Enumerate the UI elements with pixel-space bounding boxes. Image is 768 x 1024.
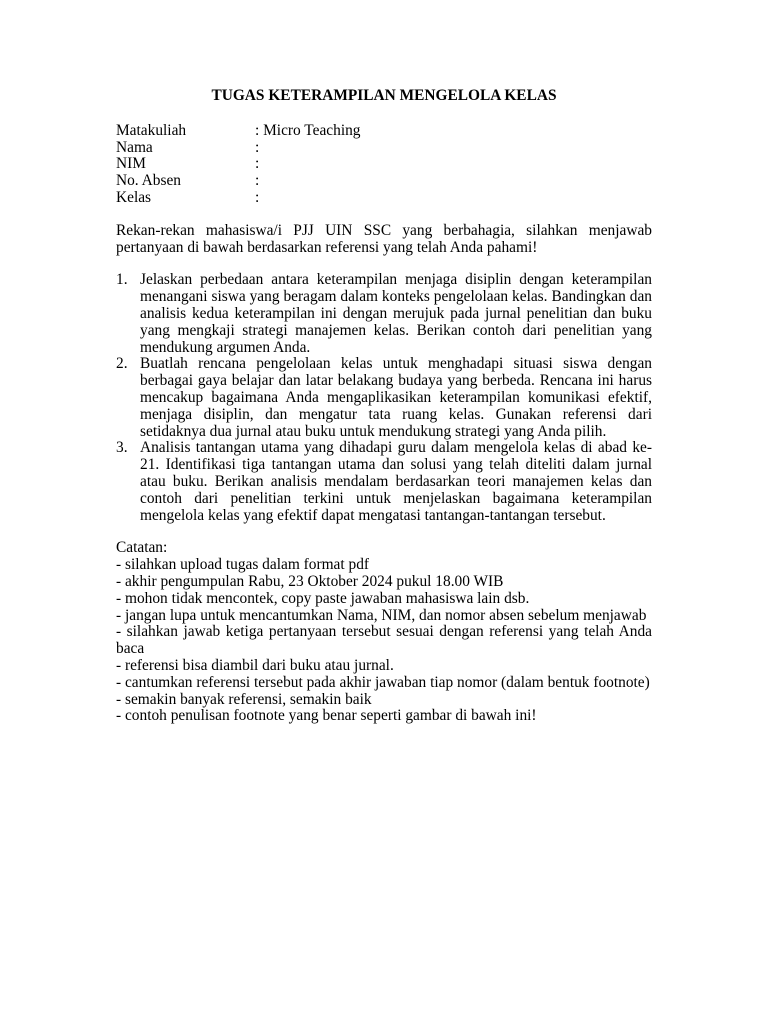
question-item xyxy=(116,272,652,356)
info-label: Matakuliah xyxy=(116,121,187,139)
question-text: Buatlah rencana pengelolaan kelas untuk menghadapi situasi siswa dengan berbagai gaya belajar dan latar belakang budaya yang berbeda. Rencana ini harus mencakup bagaimana Anda mengaplikasikan keterampilan komunikasi efektif, menjaga disiplin, dan mengatur tata ruang kelas. Gunakan referensi dari setidaknya dua jurnal atau buku untuk mendukung strategi yang Anda pilih. xyxy=(140,355,652,440)
question-item xyxy=(116,356,652,440)
note-item: - silahkan jawab ketiga pertanyaan tersebut sesuai dengan referensi yang telah Anda baca xyxy=(116,623,652,658)
question-text: Analisis tantangan utama yang dihadapi guru dalam mengelola kelas di abad ke-21. Identifikasi tiga tantangan utama dan solusi yang telah diteliti dalam jurnal atau buku. Berikan analisis mendalam berdasarkan teori manajemen kelas dan contoh dari penelitian terkini untuk menjelaskan bagaimana keterampilan mengelola kelas yang efektif dapat mengatasi tantangan-tantangan tersebut. xyxy=(140,439,652,524)
note-item: - semakin banyak referensi, semakin baik xyxy=(116,690,372,708)
question-list xyxy=(116,272,652,524)
question-text: Jelaskan perbedaan antara keterampilan menjaga disiplin dengan keterampilan menangani siswa yang beragam dalam konteks pengelolaan kelas. Bandingkan dan analisis kedua keterampilan ini dengan merujuk pada jurnal penelitian dan buku yang mengkaji strategi manajemen kelas. Berikan contoh dari penelitian yang mendukung argumen Anda. xyxy=(140,271,652,356)
info-value: : Micro Teaching xyxy=(255,121,361,139)
note-item: - akhir pengumpulan Rabu, 23 Oktober 2024 pukul 18.00 WIB xyxy=(116,572,504,590)
note-item: - jangan lupa untuk mencantumkan Nama, NIM, dan nomor absen sebelum menjawab xyxy=(116,606,647,624)
info-block xyxy=(116,123,652,207)
info-label: NIM xyxy=(116,155,146,173)
info-value: : xyxy=(255,172,260,190)
info-row-no-absen xyxy=(116,173,652,190)
notes-heading: Catatan: xyxy=(116,539,168,557)
info-value: : xyxy=(255,138,260,156)
question-number: 3. xyxy=(116,439,128,457)
note-item: - silahkan upload tugas dalam format pdf xyxy=(116,556,370,574)
info-row-matakuliah xyxy=(116,123,652,140)
info-label: Nama xyxy=(116,138,153,156)
document-page xyxy=(116,88,652,725)
info-label: No. Absen xyxy=(116,172,181,190)
intro-paragraph: Rekan-rekan mahasiswa/i PJJ UIN SSC yang berbahagia, silahkan menjawab pertanyaan di bawah berdasarkan referensi yang telah Anda pahami! xyxy=(116,221,652,256)
info-value: : xyxy=(255,155,260,173)
info-label: Kelas xyxy=(116,188,152,206)
info-row-nama xyxy=(116,140,652,157)
note-item: - mohon tidak mencontek, copy paste jawaban mahasiswa lain dsb. xyxy=(116,589,530,607)
note-item: - contoh penulisan footnote yang benar seperti gambar di bawah ini! xyxy=(116,707,537,725)
notes-section xyxy=(116,540,652,725)
question-item xyxy=(116,440,652,524)
info-value: : xyxy=(255,188,260,206)
note-item: - cantumkan referensi tersebut pada akhir jawaban tiap nomor (dalam bentuk footnote) xyxy=(116,673,650,691)
document-title: TUGAS KETERAMPILAN MENGELOLA KELAS xyxy=(211,87,557,104)
info-row-nim xyxy=(116,156,652,173)
question-number: 2. xyxy=(116,355,128,373)
question-number: 1. xyxy=(116,271,128,289)
info-row-kelas xyxy=(116,190,652,207)
note-item: - referensi bisa diambil dari buku atau jurnal. xyxy=(116,656,394,674)
